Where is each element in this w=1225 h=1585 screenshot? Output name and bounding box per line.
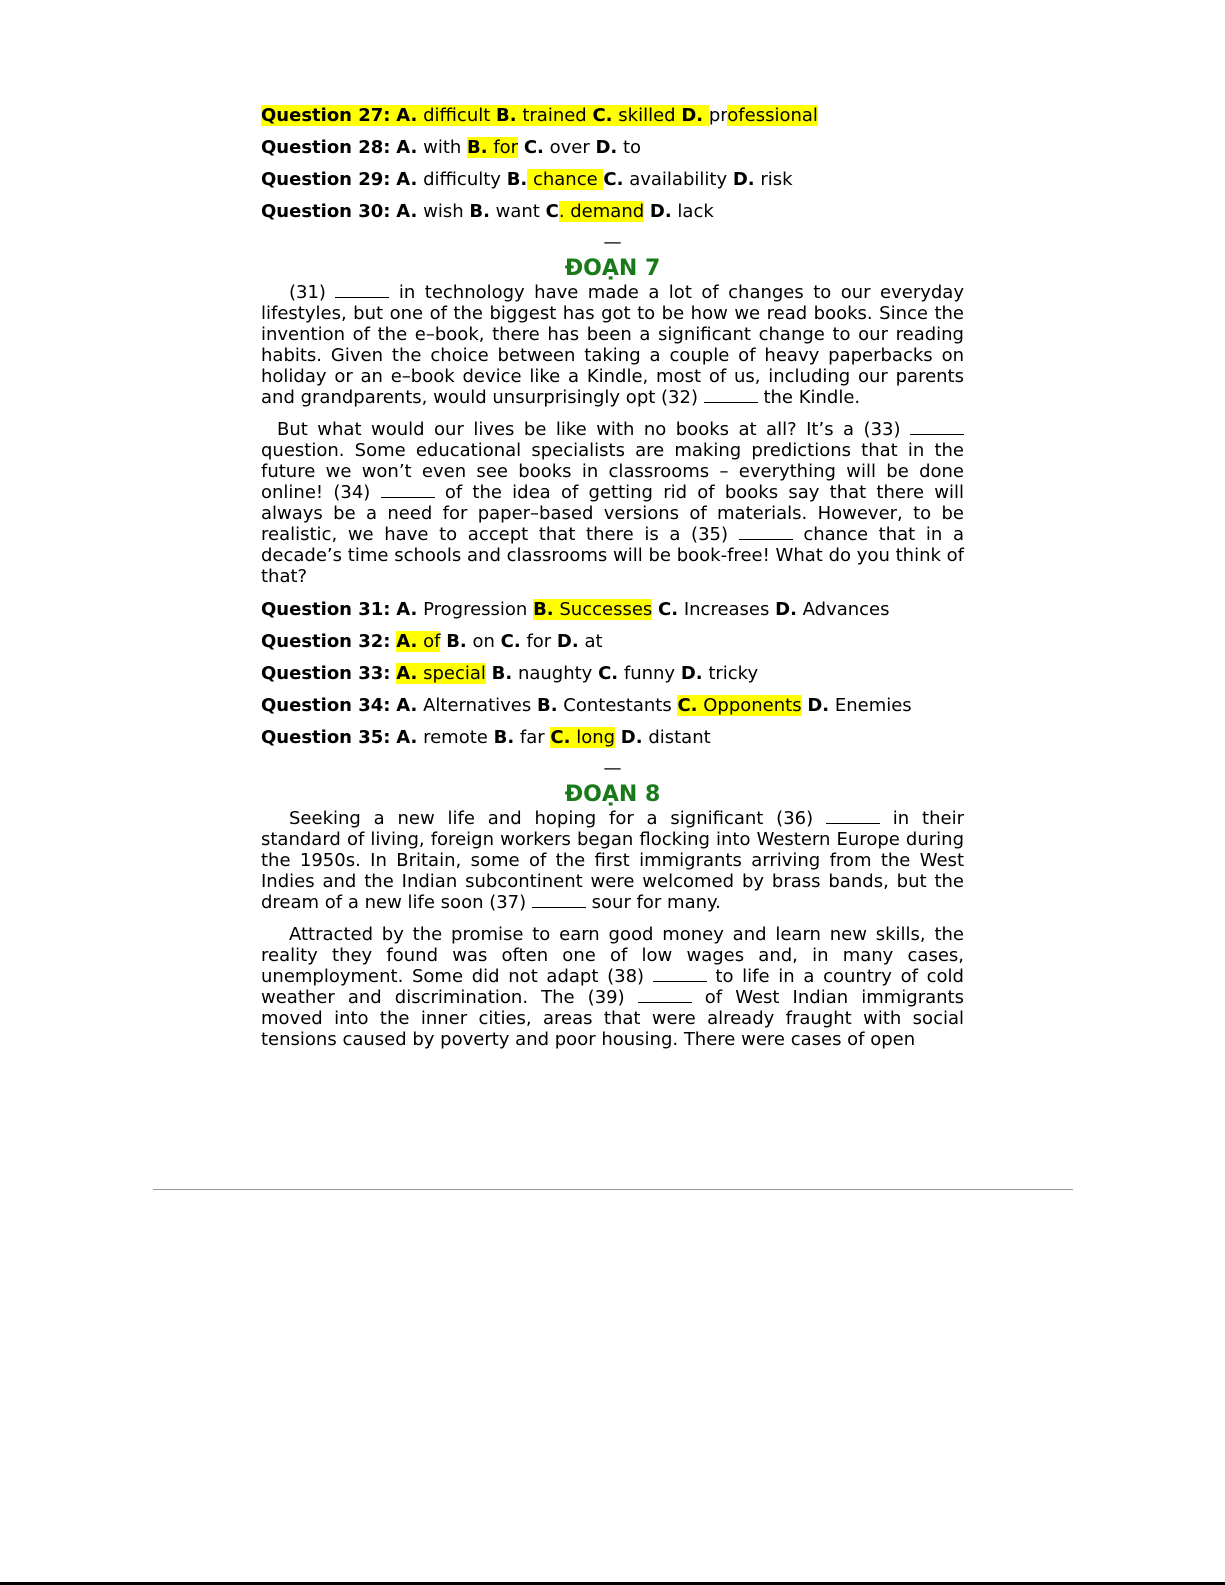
document-body (261, 104, 964, 1061)
blank-38 (653, 967, 707, 982)
section-separator: — (603, 232, 622, 253)
question-33: Question 33: A. special B. naughty C. funny D. tricky (261, 663, 759, 684)
section-heading-doan-7: ĐOẠN 7 (564, 256, 661, 281)
section-heading-doan-8: ĐOẠN 8 (564, 782, 661, 807)
question-29: Question 29: A. difficulty B. chance C. availability D. risk (261, 169, 793, 190)
blank-39 (638, 988, 692, 1003)
blank-36 (826, 809, 880, 824)
blank-35 (739, 525, 793, 540)
question-31: Question 31: A. Progression B. Successes C. Increases D. Advances (261, 599, 890, 620)
question-27: Question 27: A. difficult B. trained C. skilled D. professional (261, 105, 818, 126)
question-28: Question 28: A. with B. for C. over D. to (261, 137, 642, 158)
passage-7-paragraph-2: But what would our lives be like with no books at all? It’s a (33) question. Some educational specialists are making predictions that in the future we won’t even see books in classrooms – everything will be done online! (34) of the idea of getting rid of books say that there will always be a need for paper–based versions of materials. However, to be realistic, we have to accept that there is a (35) chance that in a decade’s time schools and classrooms will be book-free! What do you think of that? (261, 419, 965, 587)
passage-7-paragraph-1: (31) in technology have made a lot of changes to our everyday lifestyles, but one of the biggest has got to be how we read books. Since the invention of the e–book, there has been a significant change to our reading habits. Given the choice between taking a couple of heavy paperbacks on holiday or an e–book device like a Kindle, most of us, including our parents and grandparents, would unsurprisingly opt (32) the Kindle. (261, 282, 964, 408)
blank-34 (381, 483, 435, 498)
question-35: Question 35: A. remote B. far C. long D. distant (261, 727, 711, 748)
page-divider (153, 1189, 1073, 1190)
question-30: Question 30: A. wish B. want C. demand D. lack (261, 201, 714, 222)
blank-31 (335, 283, 389, 298)
passage-8-paragraph-1: Seeking a new life and hoping for a significant (36) in their standard of living, foreign workers began flocking into Western Europe during the 1950s. In Britain, some of the first immigrants arriving from the West Indies and the Indian subcontinent were welcomed by brass bands, but the dream of a new life soon (37) sour for many. (261, 808, 964, 913)
question-34: Question 34: A. Alternatives B. Contestants C. Opponents D. Enemies (261, 695, 912, 716)
blank-37 (532, 893, 586, 908)
passage-8-paragraph-2: Attracted by the promise to earn good money and learn new skills, the reality they found was often one of low wages and, in many cases, unemployment. Some did not adapt (38) to life in a country of cold weather and discrimination. The (39) of West Indian immigrants moved into the inner cities, areas that were already fraught with social tensions caused by poverty and poor housing. There were cases of open (261, 924, 964, 1050)
blank-32 (704, 388, 758, 403)
question-32: Question 32: A. of B. on C. for D. at (261, 631, 603, 652)
section-separator: — (603, 758, 622, 779)
blank-33 (910, 420, 964, 435)
